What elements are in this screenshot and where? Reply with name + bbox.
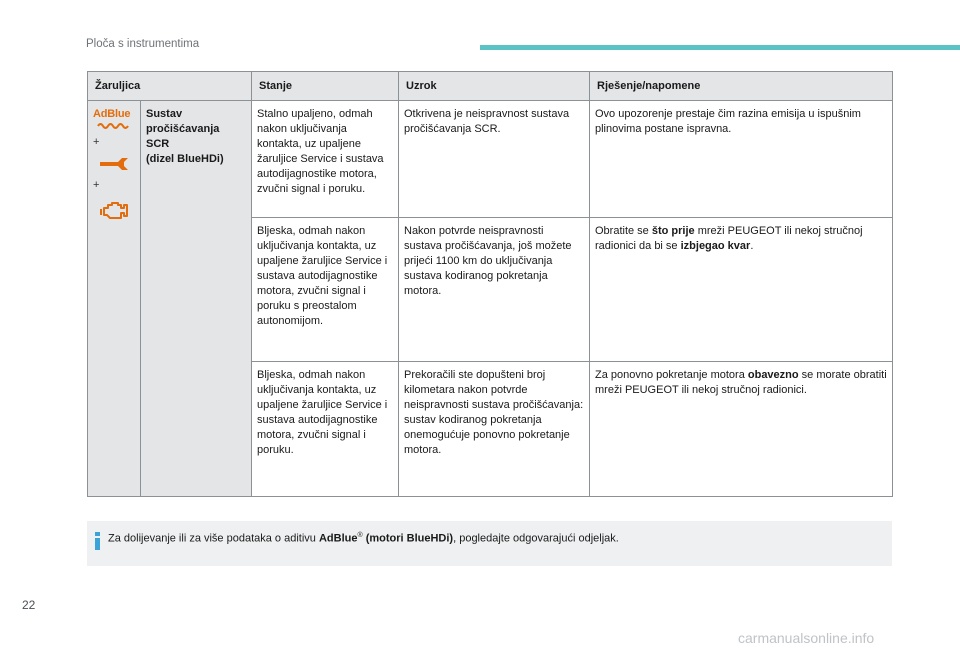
solution-text: . <box>750 240 754 252</box>
adblue-wave-icon <box>97 122 131 129</box>
column-header-lamp: Žaruljica <box>88 72 252 101</box>
solution-emphasis: izbjegao kvar <box>680 240 751 252</box>
cause-cell: Otkrivena je neispravnost sustava pročišćavanja SCR. <box>399 101 590 218</box>
state-cell: Bljeska, odmah nakon uključivanja kontakta, uz upaljene žaruljice Service i sustava autodijagnostike motora, zvučni signal i poruku s preostalom autonomijom. <box>252 218 399 362</box>
adblue-warning-icon <box>93 107 135 129</box>
info-note-text <box>108 529 619 546</box>
info-text-part: Za dolijevanje ili za više podataka o aditivu <box>108 532 319 545</box>
adblue-icon-label: AdBlue <box>93 108 131 120</box>
wrench-icon <box>98 156 130 172</box>
solution-text: Obratite se <box>595 225 652 237</box>
page-header-title: Ploča s instrumentima <box>86 38 200 50</box>
cause-cell: Nakon potvrde neispravnosti sustava pročišćavanja, još možete prijeći 1100 km do uključivanja sustava kodiranog pokretanja motora. <box>399 218 590 362</box>
solution-text: se morate obratiti mreži PEUGEOT ili nekoj stručnoj radionici. <box>595 369 887 396</box>
info-icon <box>94 532 101 550</box>
lamp-name-line: pročišćavanja <box>146 123 220 135</box>
solution-cell <box>590 218 893 362</box>
state-cell: Bljeska, odmah nakon uključivanja kontakta, uz upaljene žaruljice Service i sustava autodijagnostike motora, zvučni signal i poruku. <box>252 362 399 497</box>
solution-text: mreži PEUGEOT ili nekoj stručnoj radionici da bi se <box>595 225 863 252</box>
cause-cell: Prekoračili ste dopušteni broj kilometara nakon potvrde neispravnosti sustava pročišćavanja: sustav kodiranog pokretanja onemogućuje ponovno pokretanje motora. <box>399 362 590 497</box>
lamp-icons-cell <box>88 101 141 497</box>
watermark-text: carmanualsonline.info <box>738 630 875 646</box>
lamp-name-cell <box>141 101 252 497</box>
table-header-row <box>88 72 893 101</box>
info-text-bold: AdBlue <box>318 532 358 545</box>
lamp-name-line: SCR <box>146 138 170 150</box>
header-accent-bar <box>480 45 960 50</box>
state-cell: Stalno upaljeno, odmah nakon uključivanja kontakta, uz upaljene žaruljice Service i sustava autodijagnostike motora, zvučni signal i poruku. <box>252 101 399 218</box>
info-text-bold: (motori BlueHDi) <box>362 532 454 545</box>
warning-lamp-table <box>87 71 893 497</box>
engine-icon <box>99 199 129 221</box>
info-text-part: , pogledajte odgovarajući odjeljak. <box>453 532 619 545</box>
info-note-box <box>87 521 892 566</box>
solution-cell <box>590 362 893 497</box>
plus-sign: + <box>93 136 100 148</box>
solution-emphasis: obavezno <box>747 369 799 381</box>
page-number: 22 <box>22 598 36 612</box>
registered-mark: ® <box>357 532 363 539</box>
column-header-cause: Uzrok <box>399 72 590 101</box>
solution-emphasis: što prije <box>651 225 695 237</box>
lamp-name-line: (dizel BlueHDi) <box>146 153 224 165</box>
plus-sign: + <box>93 179 100 191</box>
column-header-state: Stanje <box>252 72 399 101</box>
lamp-name-line: Sustav <box>146 108 183 120</box>
solution-cell: Ovo upozorenje prestaje čim razina emisija u ispušnim plinovima postane ispravna. <box>590 101 893 218</box>
column-header-solution: Rješenje/napomene <box>590 72 893 101</box>
solution-text: Za ponovno pokretanje motora <box>595 369 748 381</box>
table-row <box>88 101 893 218</box>
